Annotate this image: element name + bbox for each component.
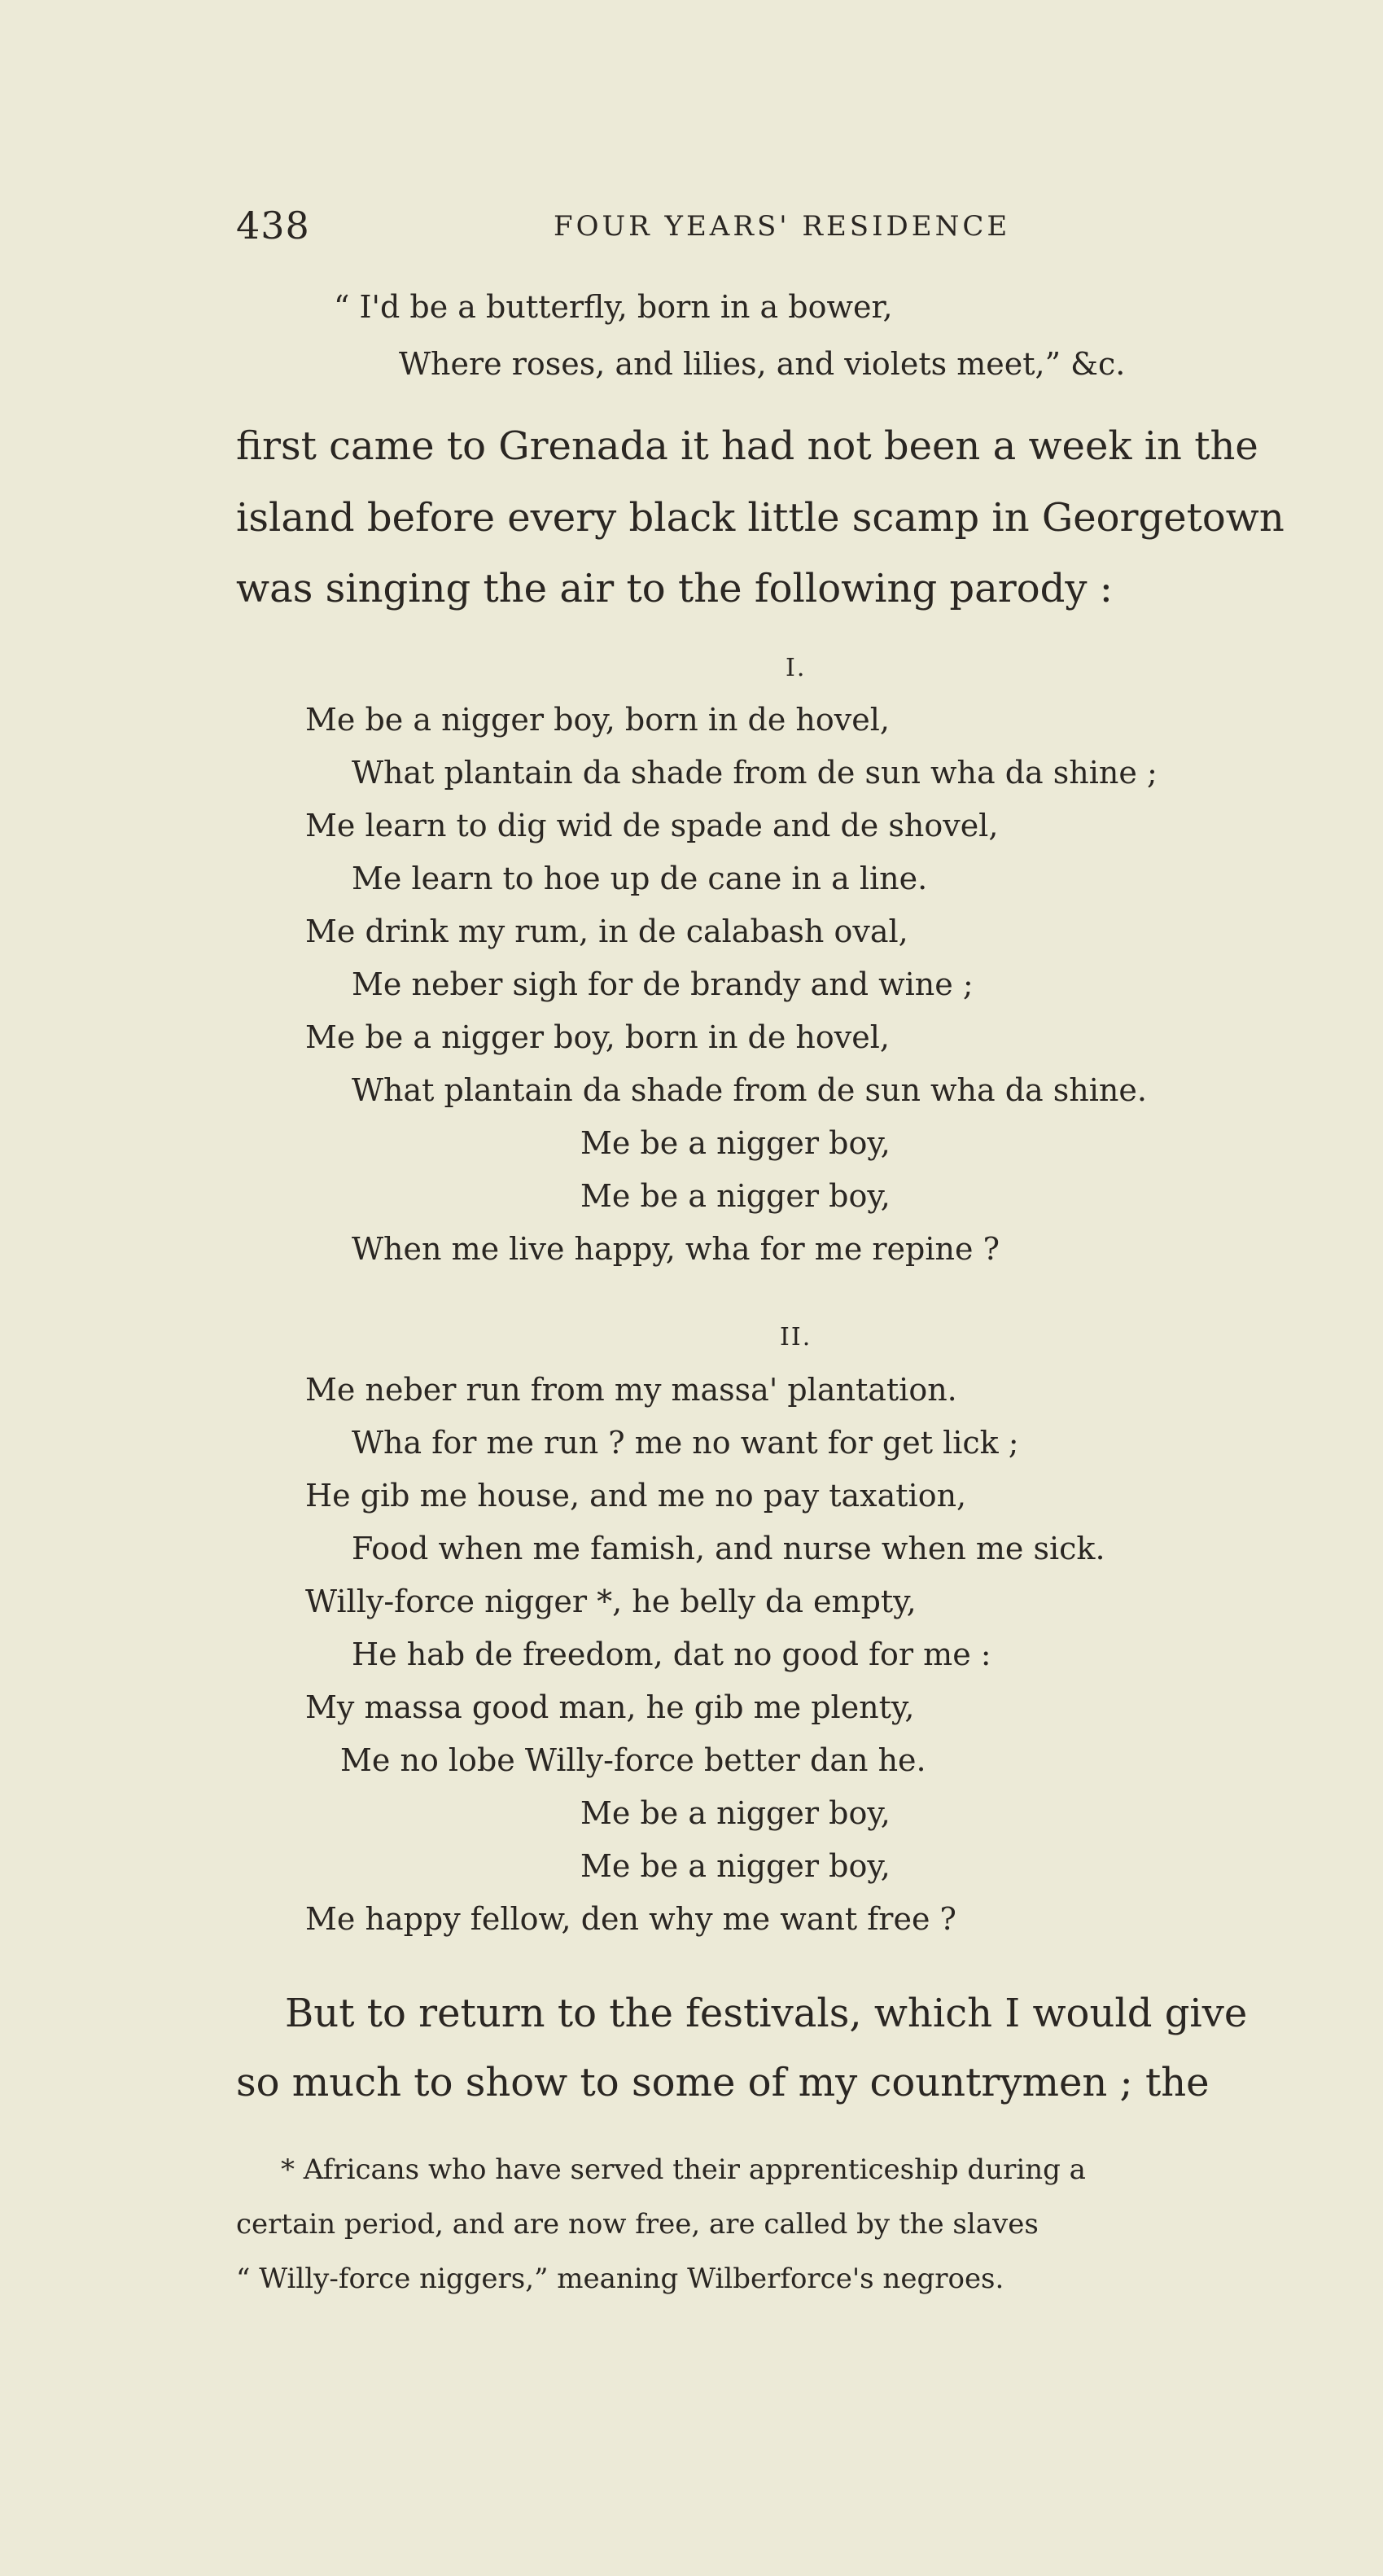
closing-line-2: so much to show to some of my countrymen ; the [236,2060,1210,2105]
intro-line-1: first came to Grenada it had not been a week in the [236,423,1258,469]
intro-line-2: island before every black little scamp in Georgetown [236,495,1285,541]
footnote-line-1: * Africans who have served their apprenticeship during a [281,2153,1086,2186]
stanza-1-line-3: Me learn to dig wid de spade and de shovel, [305,808,999,843]
stanza-2-line-10: Me be a nigger boy, [580,1848,891,1884]
stanza-1-line-10: Me be a nigger boy, [580,1178,891,1214]
stanza-1-line-2: What plantain da shade from de sun wha da shine ; [352,755,1158,791]
stanza-1-number: I. [786,654,807,682]
footnote-line-2: certain period, and are now free, are called by the slaves [236,2208,1039,2241]
epigraph-line-2: Where roses, and lilies, and violets meet,” &c. [399,346,1126,382]
epigraph-line-1: “ I'd be a butterfly, born in a bower, [334,289,893,325]
stanza-1-line-9: Me be a nigger boy, [580,1125,891,1161]
stanza-1-line-7: Me be a nigger boy, born in de hovel, [305,1019,890,1055]
stanza-2-line-4: Food when me famish, and nurse when me sick. [352,1531,1105,1566]
stanza-1-line-4: Me learn to hoe up de cane in a line. [352,861,928,896]
stanza-1-line-6: Me neber sigh for de brandy and wine ; [352,966,974,1002]
stanza-2-line-11: Me happy fellow, den why me want free ? [305,1901,956,1937]
stanza-2-line-3: He gib me house, and me no pay taxation, [305,1478,967,1514]
stanza-1-line-5: Me drink my rum, in de calabash oval, [305,913,908,949]
stanza-2-line-5: Willy-force nigger *, he belly da empty, [305,1584,917,1619]
stanza-2-number: II. [780,1323,812,1352]
stanza-2-line-6: He hab de freedom, dat no good for me : [352,1636,991,1672]
page-header [0,204,1383,261]
stanza-1-line-11: When me live happy, wha for me repine ? [352,1231,1000,1267]
stanza-2-line-7: My massa good man, he gib me plenty, [305,1689,915,1725]
intro-line-3: was singing the air to the following parody : [236,566,1113,611]
stanza-2-line-9: Me be a nigger boy, [580,1795,891,1831]
running-head: FOUR YEARS' RESIDENCE [554,210,1011,243]
stanza-1-line-1: Me be a nigger boy, born in de hovel, [305,702,890,738]
stanza-2-line-8: Me no lobe Willy-force better dan he. [340,1742,926,1778]
page-number: 438 [236,204,310,248]
stanza-2-line-2: Wha for me run ? me no want for get lick ; [352,1425,1019,1461]
closing-line-1: But to return to the festivals, which I would give [285,1991,1248,2036]
footnote-line-3: “ Willy-force niggers,” meaning Wilberforce's negroes. [236,2263,1004,2295]
stanza-1-line-8: What plantain da shade from de sun wha da shine. [352,1072,1147,1108]
stanza-2-line-1: Me neber run from my massa' plantation. [305,1372,957,1408]
